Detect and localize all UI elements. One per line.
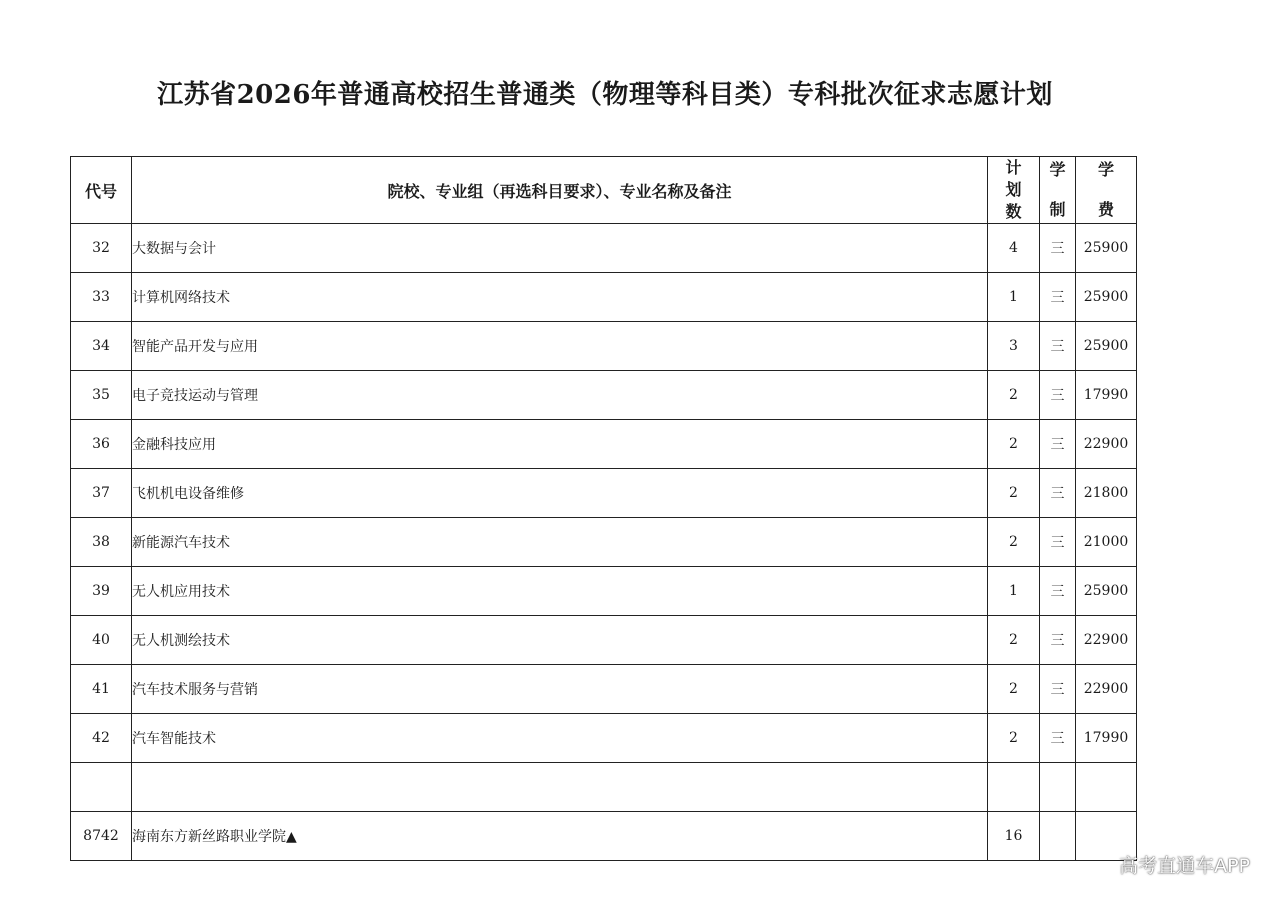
row-code: 39 [71,567,132,616]
header-plan-char: 数 [1005,202,1022,221]
row-plan: 1 [988,273,1040,322]
header-plan-char: 划 [1005,180,1022,199]
row-years: 三 [1040,518,1076,567]
table-row [71,518,1137,567]
row-plan: 1 [988,567,1040,616]
row-years: 三 [1040,616,1076,665]
row-name: 计算机网络技术 [132,273,988,322]
row-years: 三 [1040,714,1076,763]
row-years: 三 [1040,469,1076,518]
row-plan: 4 [988,224,1040,273]
row-years: 三 [1040,665,1076,714]
row-plan: 2 [988,371,1040,420]
row-plan: 2 [988,420,1040,469]
row-name: 海南东方新丝路职业学院▲ [132,812,988,861]
row-plan: 3 [988,322,1040,371]
row-plan [988,763,1040,812]
row-years: 三 [1040,371,1076,420]
row-fee: 22900 [1076,665,1137,714]
row-code: 35 [71,371,132,420]
row-fee: 22900 [1076,420,1137,469]
table-row [71,273,1137,322]
header-fee-char: 学 [1097,160,1114,179]
table-row [71,371,1137,420]
header-plan-char: 计 [1005,158,1022,177]
row-years: 三 [1040,322,1076,371]
row-name: 飞机机电设备维修 [132,469,988,518]
table-row [71,322,1137,371]
header-name: 院校、专业组（再选科目要求）、专业名称及备注 [132,157,988,224]
row-name: 汽车智能技术 [132,714,988,763]
row-code: 40 [71,616,132,665]
header-fee-char: 费 [1097,200,1114,219]
row-code: 8742 [71,812,132,861]
row-years [1040,763,1076,812]
row-plan: 2 [988,714,1040,763]
row-years [1040,812,1076,861]
row-name: 新能源汽车技术 [132,518,988,567]
row-name: 大数据与会计 [132,224,988,273]
row-code: 32 [71,224,132,273]
page-title: 江苏省2026年普通高校招生普通类（物理等科目类）专科批次征求志愿计划 [157,80,1053,110]
row-name: 无人机应用技术 [132,567,988,616]
row-code [71,763,132,812]
row-name [132,763,988,812]
plan-table [70,156,1137,861]
row-years: 三 [1040,273,1076,322]
row-fee: 22900 [1076,616,1137,665]
row-years: 三 [1040,567,1076,616]
row-plan: 16 [988,812,1040,861]
header-years [1040,157,1076,224]
row-fee: 25900 [1076,322,1137,371]
row-fee: 21800 [1076,469,1137,518]
table-row [71,616,1137,665]
table-header-row [71,157,1137,224]
row-code: 37 [71,469,132,518]
row-code: 41 [71,665,132,714]
row-code: 42 [71,714,132,763]
row-name: 智能产品开发与应用 [132,322,988,371]
row-code: 34 [71,322,132,371]
row-code: 33 [71,273,132,322]
row-fee: 25900 [1076,224,1137,273]
row-name: 电子竞技运动与管理 [132,371,988,420]
row-fee: 17990 [1076,371,1137,420]
header-plan [988,157,1040,224]
table-row [71,714,1137,763]
table-row [71,224,1137,273]
row-years: 三 [1040,224,1076,273]
table-row [71,469,1137,518]
table-row [71,812,1137,861]
row-plan: 2 [988,665,1040,714]
row-plan: 2 [988,616,1040,665]
row-name: 无人机测绘技术 [132,616,988,665]
row-code: 36 [71,420,132,469]
table-row [71,665,1137,714]
row-plan: 2 [988,469,1040,518]
row-name: 金融科技应用 [132,420,988,469]
table-row [71,763,1137,812]
row-fee: 21000 [1076,518,1137,567]
row-fee [1076,763,1137,812]
row-fee: 17990 [1076,714,1137,763]
watermark: 高考直通车APP [1119,855,1250,877]
header-years-char: 学 [1049,160,1066,179]
row-plan: 2 [988,518,1040,567]
header-fee [1076,157,1137,224]
header-code: 代号 [71,157,132,224]
row-fee: 25900 [1076,567,1137,616]
table-row [71,567,1137,616]
row-name: 汽车技术服务与营销 [132,665,988,714]
row-fee: 25900 [1076,273,1137,322]
table-row [71,420,1137,469]
header-years-char: 制 [1049,200,1066,219]
row-years: 三 [1040,420,1076,469]
row-code: 38 [71,518,132,567]
